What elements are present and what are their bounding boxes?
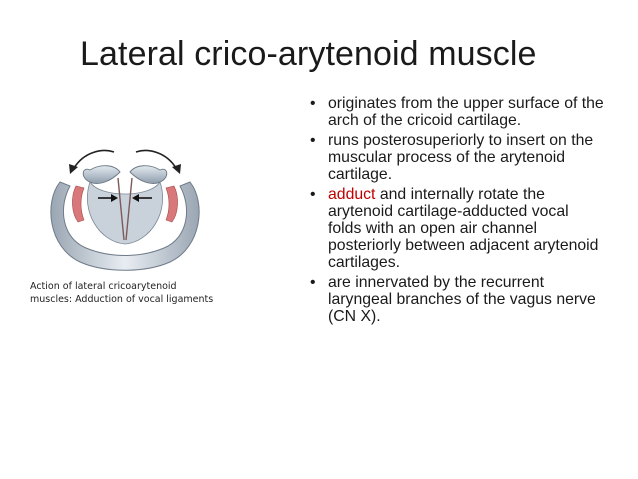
bullet-highlight: adduct (328, 186, 376, 203)
bullet-item (306, 274, 606, 325)
muscle-right (166, 186, 178, 222)
rotation-arrow-left (74, 151, 114, 168)
larynx-illustration (22, 142, 242, 312)
bullet-marker: • (310, 186, 316, 203)
caption-line-1: Action of lateral cricoarytenoid (30, 281, 177, 292)
bullet-marker: • (310, 95, 316, 112)
bullet-marker: • (310, 132, 316, 149)
bullet-text: originates from the upper surface of the arch of the cricoid cartilage. (328, 95, 604, 129)
larynx-diagram (40, 142, 210, 274)
bullet-list (306, 95, 606, 328)
arytenoid-left (83, 166, 120, 184)
caption-line-2: muscles: Adduction of vocal ligaments (30, 294, 214, 305)
bullet-text: and internally rotate the arytenoid cartilage-adducted vocal folds with an open air channel posteriorly between adjacent arytenoid cartilages. (328, 186, 599, 271)
cricoid-lamina (87, 182, 162, 244)
bullet-item (306, 95, 606, 129)
arytenoid-right (130, 166, 167, 184)
bullet-item (306, 186, 606, 271)
bullet-text: are innervated by the recurrent laryngeal branches of the vagus nerve (CN X). (328, 274, 596, 325)
muscle-left (72, 186, 84, 222)
bullet-marker: • (310, 274, 316, 291)
bullet-item (306, 132, 606, 183)
figure-caption (30, 280, 213, 306)
bullet-text: runs posterosuperiorly to insert on the muscular process of the arytenoid cartilage. (328, 132, 594, 183)
rotation-arrow-right (136, 151, 176, 168)
slide-title: Lateral crico-arytenoid muscle (80, 35, 537, 73)
